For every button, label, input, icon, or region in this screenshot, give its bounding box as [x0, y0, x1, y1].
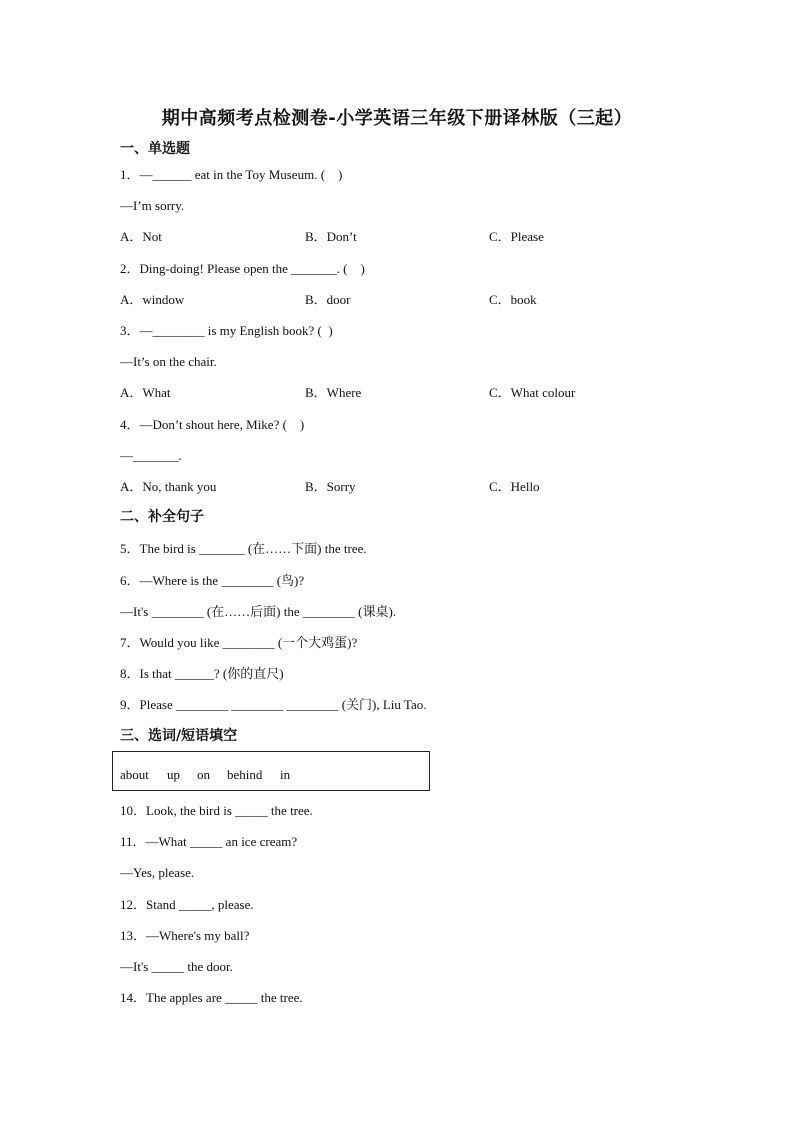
question-2-option-c: C．book: [489, 292, 537, 307]
question-1-option-b: B．Don’t: [305, 229, 357, 244]
question-4-option-a: A．No, thank you: [120, 479, 217, 494]
question-2-option-b: B．door: [305, 292, 351, 307]
question-1-option-c: C．Please: [489, 229, 544, 244]
question-1-reply: —I’m sorry.: [120, 198, 185, 213]
question-3-stem: 3．—________ is my English book? ( ): [120, 323, 333, 338]
question-2-option-a: A．window: [120, 292, 185, 307]
word-bank-item: in: [280, 767, 291, 782]
question-3-option-c: C．What colour: [489, 385, 576, 400]
question-1-option-a: A．Not: [120, 229, 162, 244]
question-3-option-b: B．Where: [305, 385, 362, 400]
word-bank-item: about: [120, 767, 149, 782]
question-8: 8．Is that ______? (你的直尺): [120, 666, 284, 681]
question-4-option-b: B．Sorry: [305, 479, 356, 494]
question-3-reply: —It’s on the chair.: [120, 354, 217, 369]
section-heading-word-fill: 三、选词/短语填空: [120, 728, 238, 744]
question-7: 7．Would you like ________ (一个大鸡蛋)?: [120, 635, 358, 650]
question-5: 5．The bird is _______ (在……下面) the tree.: [120, 541, 367, 556]
question-4-stem: 4．—Don’t shout here, Mike? ( ): [120, 417, 305, 432]
question-10: 10．Look, the bird is _____ the tree.: [120, 803, 313, 818]
question-3-option-a: A．What: [120, 385, 171, 400]
question-13-stem: 13．—Where's my ball?: [120, 928, 250, 943]
word-bank-box: [112, 751, 430, 791]
question-1-stem: 1．—______ eat in the Toy Museum. ( ): [120, 167, 343, 182]
question-4-reply: —_______.: [120, 448, 182, 463]
word-bank-item: behind: [227, 767, 263, 782]
section-heading-single-choice: 一、单选题: [120, 141, 190, 157]
question-11-reply: —Yes, please.: [120, 865, 195, 880]
word-bank-item: on: [197, 767, 210, 782]
word-bank-item: up: [167, 767, 180, 782]
section-heading-complete-sentences: 二、补全句子: [120, 509, 204, 525]
page-title: 期中高频考点检测卷-小学英语三年级下册译林版（三起）: [161, 108, 633, 129]
question-12: 12．Stand _____, please.: [120, 897, 254, 912]
question-6-stem: 6．—Where is the ________ (鸟)?: [120, 573, 305, 588]
question-6-reply: —It's ________ (在……后面) the ________ (课桌).: [120, 604, 397, 619]
question-4-option-c: C．Hello: [489, 479, 540, 494]
question-2-stem: 2．Ding-doing! Please open the _______. ( ): [120, 261, 365, 276]
question-13-reply: —It's _____ the door.: [120, 959, 233, 974]
question-9: 9．Please ________ ________ ________ (关门), Liu Tao.: [120, 697, 427, 712]
question-14: 14．The apples are _____ the tree.: [120, 990, 303, 1005]
question-11-stem: 11．—What _____ an ice cream?: [120, 834, 298, 849]
